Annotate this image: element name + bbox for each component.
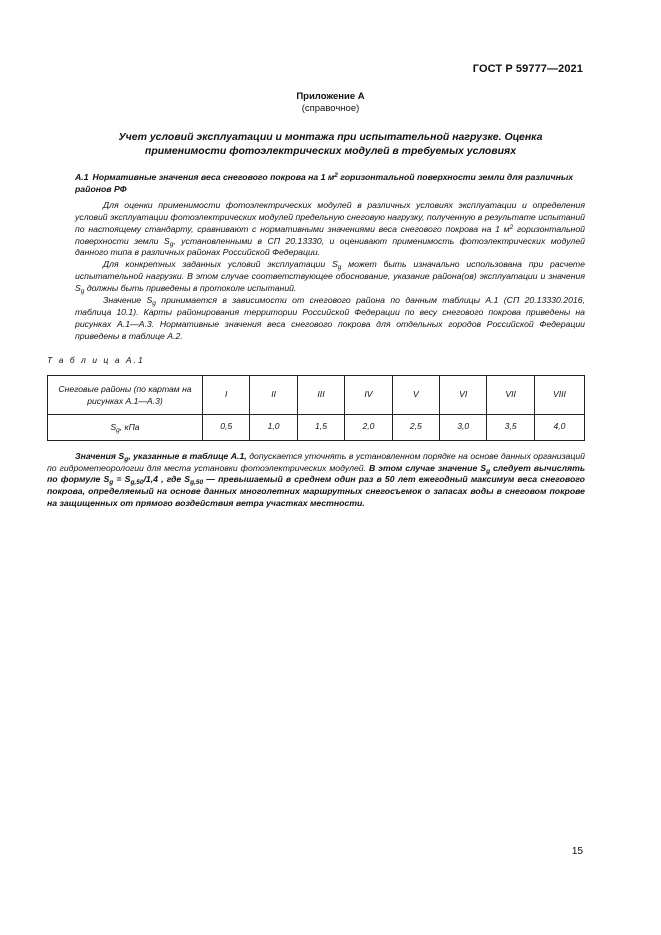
page-number: 15 — [571, 846, 583, 857]
note-f: = S — [113, 474, 131, 485]
note-a: Значения S — [75, 450, 125, 461]
note-g: /1,4 , где S — [143, 474, 191, 485]
note-sub-2: g — [486, 467, 491, 475]
p1-text-b: горизонтальной поверхности земли S — [75, 223, 585, 246]
section-title-text-a: Нормативные значения веса снегового покрова на 1 м — [92, 172, 335, 182]
region-cell: IV — [345, 375, 392, 414]
row-label-a: S — [110, 422, 117, 433]
standard-number: ГОСТ Р 59777—2021 — [472, 63, 583, 75]
note-c: допускается уточнять в установленном порядке на основе данных организаций по гидрометеорологии для места установки фотоэлектрических модулей. — [47, 450, 586, 473]
main-title: Учет условий эксплуатации и монтажа при испытательной нагрузке. Оценка применимости фотоэлектрических модулей в требуемых условиях — [118, 131, 543, 157]
note-sub-4: g,50 — [130, 479, 144, 487]
region-cell: V — [392, 375, 439, 414]
note-paragraph — [47, 451, 585, 511]
section-title-sup: 2 — [334, 172, 338, 179]
table-row-values — [48, 414, 585, 440]
row-label-sub: g — [116, 427, 120, 435]
p2-sub-1: g — [337, 264, 342, 272]
value-cell: 1,5 — [297, 414, 344, 440]
table-row-regions — [48, 375, 585, 414]
annex-kind: (справочное) — [301, 103, 360, 114]
value-cell: 2,5 — [392, 414, 439, 440]
p2-sub-2: g — [80, 288, 85, 296]
table-label: Т а б л и ц а А.1 — [47, 354, 145, 365]
region-cell: II — [250, 375, 297, 414]
row-label-b: , кПа — [119, 422, 140, 433]
snow-regions-table — [47, 375, 585, 441]
note-sub-1: g — [124, 455, 129, 463]
p2-text-c: должны быть приведены в протоколе испытаний. — [84, 283, 297, 294]
value-cell: 0,5 — [203, 414, 250, 440]
annex-title: Приложение А — [296, 91, 365, 102]
paragraph-3 — [75, 295, 585, 343]
row-label-cell — [48, 414, 203, 440]
p1-text-a: Для оценки применимости фотоэлектрических модулей в различных условиях эксплуатации и определения условий эксплуатации фотоэлектрических модулей предельную снеговую нагрузку, полученную в результате испытаний по настоящему стандарту, сравнивают с нормативными значениями веса снегового покрова на 1 м — [75, 199, 585, 234]
region-cell: III — [297, 375, 344, 414]
value-cell: 2,0 — [345, 414, 392, 440]
annex-heading — [0, 91, 661, 115]
p3-text-b: принимается в зависимости от снегового района по данным таблицы А.1 (СП 20.13330.2016, таблица 10.1). Карты районирования территории Российской Федерации по весу снегового покрова приведены на рисунках А.1—А.3. Нормативные значения веса снегового покрова для отдельных городов Российской Федерации приведены в таблице А.2. — [75, 295, 585, 341]
section-title — [75, 172, 585, 196]
note-sub-5: g,50 — [190, 479, 204, 487]
p2-text-b: может быть изначально использована при расчете испытательной нагрузки. В этом случае соответствующее обоснование, указание района(ов) эксплуатации и значения S — [75, 259, 585, 294]
section-title-text-b: горизонтальной поверхности земли для различных районов РФ — [75, 172, 574, 194]
note-sub-3: g — [109, 479, 114, 487]
table-header-cell: Снеговые районы (по картам на рисунках А.1—А.3) — [48, 375, 203, 414]
p1-sub: g — [169, 240, 174, 248]
region-cell: VI — [440, 375, 487, 414]
p1-text-c: , установленными в СП 20.13330, и оценивают применимость фотоэлектрических модулей данного типа в различных районах Российской Федерации. — [75, 235, 585, 258]
region-cell: VIII — [534, 375, 584, 414]
paragraph-1 — [75, 200, 585, 260]
p3-text-a: Значение S — [103, 295, 153, 306]
note-d: В этом случае значение S — [366, 462, 487, 473]
value-cell: 3,0 — [440, 414, 487, 440]
note-e: следует вычислять по формуле S — [47, 462, 585, 485]
note-h: — превышаемый в среднем один раз в 50 лет ежегодный максимум веса снегового покрова, определяемый на основе данных многолетних маршрутных снегосъемок о запасах воды в снеговом покрове на защищенных от прямого воздействия ветра участках местности. — [47, 474, 585, 509]
content-body — [47, 172, 586, 510]
value-cell: 1,0 — [250, 414, 297, 440]
value-cell: 4,0 — [534, 414, 584, 440]
region-cell: I — [203, 375, 250, 414]
p2-text-a: Для конкретных заданных условий эксплуатации S — [103, 259, 338, 270]
p1-sup: 2 — [509, 223, 514, 231]
section-number: А.1 — [75, 172, 89, 182]
value-cell: 3,5 — [487, 414, 534, 440]
paragraph-2 — [75, 259, 585, 295]
table-note — [47, 451, 585, 511]
p3-sub: g — [152, 300, 156, 308]
note-b: , указанные в таблице А.1, — [128, 450, 247, 461]
region-cell: VII — [487, 375, 534, 414]
